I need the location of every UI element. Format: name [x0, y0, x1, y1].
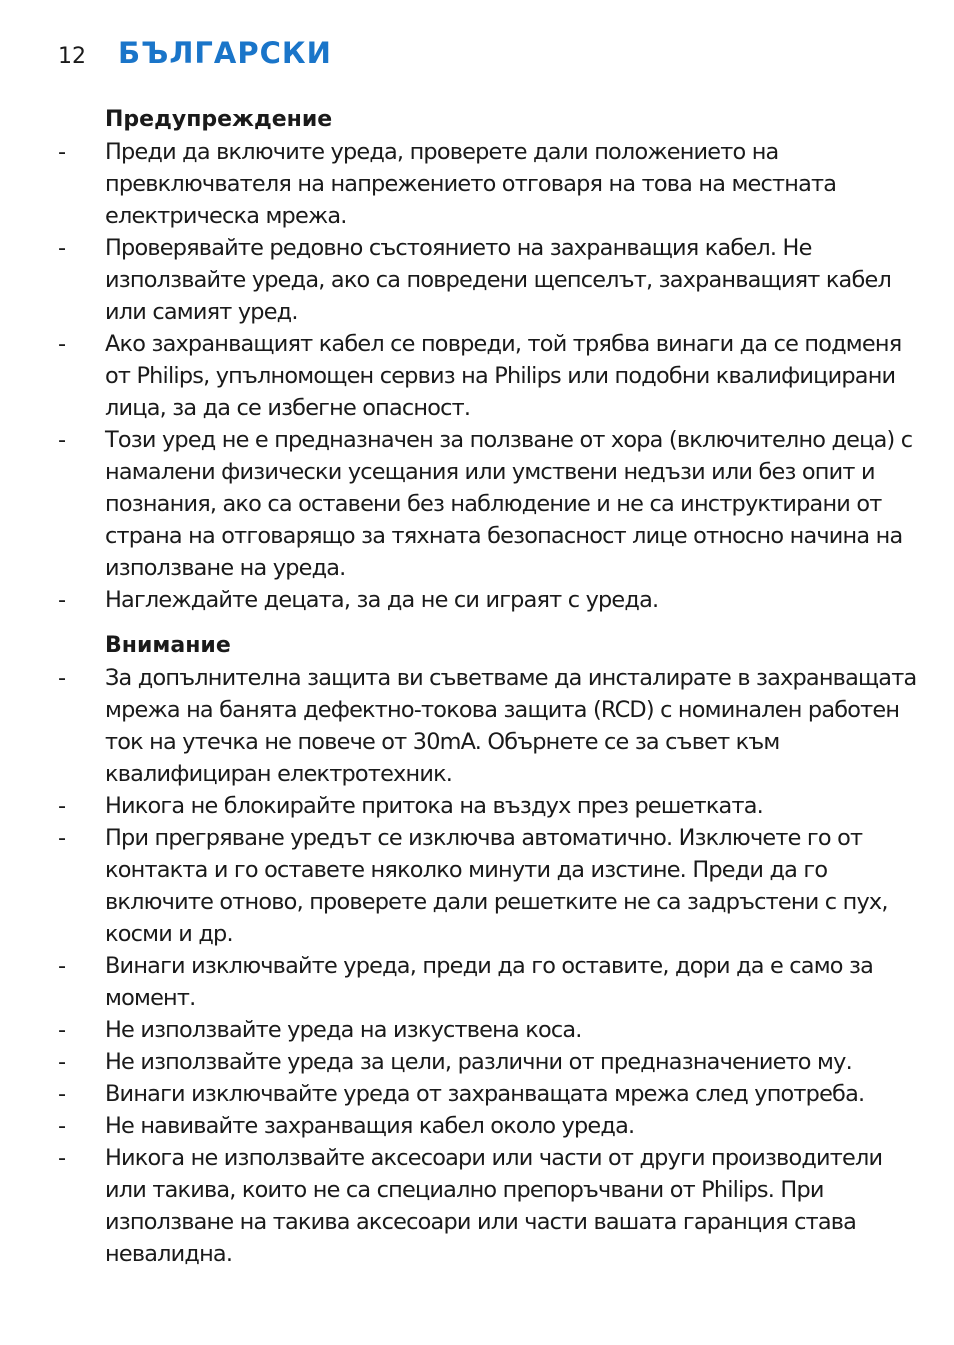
list-item-text: При прегряване уредът се изключва автоматично. Изключете го от контакта и го оставете няколко минути да изстине. Преди да го включите отново, проверете дали решетките не са задръстени с пух, косми и др. — [105, 825, 888, 947]
list-item — [58, 1142, 918, 1270]
section-heading-caution: Внимание — [105, 633, 231, 658]
bullet-dash: - — [58, 793, 67, 819]
bullet-dash: - — [58, 139, 67, 165]
list-item — [58, 662, 918, 790]
section-heading-warning: Предупреждение — [105, 107, 333, 132]
page-number: 12 — [58, 44, 86, 69]
page-header — [58, 36, 332, 70]
bullet-dash: - — [58, 1145, 67, 1171]
list-item — [58, 1046, 918, 1078]
list-item — [58, 1014, 918, 1046]
bullet-dash: - — [58, 427, 67, 453]
bullet-dash: - — [58, 331, 67, 357]
list-item-text: Винаги изключвайте уреда, преди да го оставите, дори да е само за момент. — [105, 953, 874, 1011]
list-item — [58, 424, 918, 584]
list-item — [58, 790, 918, 822]
list-item-text: За допълнителна защита ви съветваме да инсталирате в захранващата мрежа на банята дефектно-токова защита (RCD) с номинален работен ток на утечка не повече от 30mA. Обърнете се за съвет към квалифициран електротехник. — [105, 665, 917, 787]
list-item-text: Ако захранващият кабел се повреди, той трябва винаги да се подменя от Philips, упълномощен сервиз на Philips или подобни квалифицирани лица, за да се избегне опасност. — [105, 331, 902, 421]
bullet-dash: - — [58, 1081, 67, 1107]
bullet-dash: - — [58, 1017, 67, 1043]
list-item-text: Наглеждайте децата, за да не си играят с уреда. — [105, 587, 659, 613]
bullet-dash: - — [58, 825, 67, 851]
list-item-text: Никога не използвайте аксесоари или части от други производители или такива, които не са специално препоръчвани от Philips. При използване на такива аксесоари или части вашата гаранция става невалидна. — [105, 1145, 883, 1267]
caution-list — [58, 662, 918, 1270]
list-item-text: Не използвайте уреда за цели, различни от предназначението му. — [105, 1049, 852, 1075]
bullet-dash: - — [58, 1049, 67, 1075]
bullet-dash: - — [58, 665, 67, 691]
warning-list — [58, 136, 918, 616]
list-item — [58, 232, 918, 328]
bullet-dash: - — [58, 1113, 67, 1139]
bullet-dash: - — [58, 587, 67, 613]
list-item — [58, 328, 918, 424]
list-item — [58, 584, 918, 616]
list-item-text: Проверявайте редовно състоянието на захранващия кабел. Не използвайте уреда, ако са повредени щепселът, захранващият кабел или самият уред. — [105, 235, 891, 325]
list-item-text: Този уред не е предназначен за ползване от хора (включително деца) с намалени физически усещания или умствени недъзи или без опит и познания, ако са оставени без наблюдение и не са инструктирани от страна на отговарящо за тяхната безопасност лице относно начина на използване на уреда. — [105, 427, 913, 581]
language-title: БЪЛГАРСКИ — [118, 36, 332, 70]
list-item-text: Не навивайте захранващия кабел около уреда. — [105, 1113, 635, 1139]
list-item-text: Не използвайте уреда на изкуствена коса. — [105, 1017, 582, 1043]
page-content — [58, 104, 918, 1270]
list-item — [58, 1110, 918, 1142]
list-item — [58, 950, 918, 1014]
list-item — [58, 822, 918, 950]
list-item-text: Никога не блокирайте притока на въздух през решетката. — [105, 793, 763, 819]
list-item — [58, 1078, 918, 1110]
bullet-dash: - — [58, 953, 67, 979]
list-item-text: Винаги изключвайте уреда от захранващата мрежа след употреба. — [105, 1081, 865, 1107]
bullet-dash: - — [58, 235, 67, 261]
list-item-text: Преди да включите уреда, проверете дали положението на превключвателя на напрежението отговаря на това на местната електрическа мрежа. — [105, 139, 837, 229]
list-item — [58, 136, 918, 232]
